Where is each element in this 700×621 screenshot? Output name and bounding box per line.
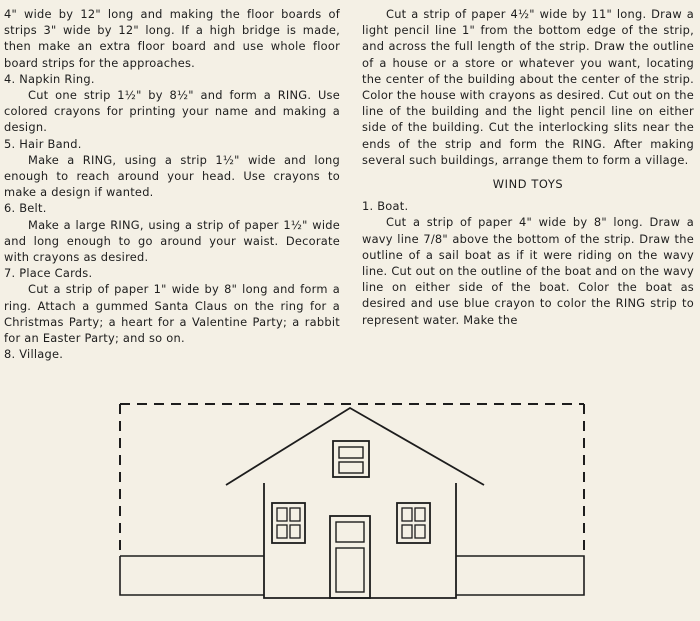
belt-text: Make a large RING, using a strip of paper 1½" wide and long enough to go around your waist. Decorate with crayons as desired. bbox=[4, 217, 340, 265]
napkin-ring-text: Cut one strip 1½" by 8½" and form a RING. Use colored crayons for printing your name and making a design. bbox=[4, 88, 340, 135]
belt-heading: 6. Belt. bbox=[4, 201, 47, 216]
intro-paragraph: 4" wide by 12" long and making the floor boards of strips 3" wide by 12" long. If a high bridge is made, then make an extra floor board and use whole floor board strips for the approaches. bbox=[4, 7, 340, 70]
right-strip-outline bbox=[456, 556, 584, 595]
village-house-diagram bbox=[0, 388, 700, 621]
village-heading: 8. Village. bbox=[4, 347, 64, 362]
place-cards-heading: 7. Place Cards. bbox=[4, 266, 93, 281]
right-column bbox=[362, 6, 694, 328]
house-walls bbox=[264, 483, 456, 598]
left-strip-outline bbox=[120, 556, 264, 595]
left-column bbox=[4, 6, 340, 362]
hair-band-heading: 5. Hair Band. bbox=[4, 136, 82, 151]
napkin-ring-heading: 4. Napkin Ring. bbox=[4, 71, 95, 86]
village-text: Cut a strip of paper 4½" wide by 11" long. Draw a light pencil line 1" from the bottom edge of the strip, and across the full length of the strip. Draw the outline of a house or a store or whatever you want, locating the center of the building about the center of the strip. Color the house with crayons as desired. Cut out on the line of the building and the light pencil line on either side of the building. Cut the interlocking slits near the ends of the strip and form the RING. After making several such buildings, arrange them to form a village. bbox=[362, 7, 694, 167]
place-cards-text: Cut a strip of paper 1" wide by 8" long and form a ring. Attach a gummed Santa Claus on the ring for a Christmas Party; a heart for a Valentine Party; a rabbit for an Easter Party; and so on. bbox=[4, 282, 340, 346]
hair-band-text: Make a RING, using a strip 1½" wide and long enough to reach around your head. Use crayons to make a design if wanted. bbox=[4, 152, 340, 200]
wind-toys-title: WIND TOYS bbox=[492, 177, 564, 192]
boat-text: Cut a strip of paper 4" wide by 8" long. Draw a wavy line 7/8" above the bottom of the strip. Draw the outline of a sail boat as if it were riding on the wavy line. Cut out on the outline of the boat and on the wavy line on either side of the boat. Color the boat as desired and use blue crayon to color the RING strip to represent water. Make the bbox=[362, 215, 694, 327]
boat-heading: 1. Boat. bbox=[362, 199, 409, 214]
